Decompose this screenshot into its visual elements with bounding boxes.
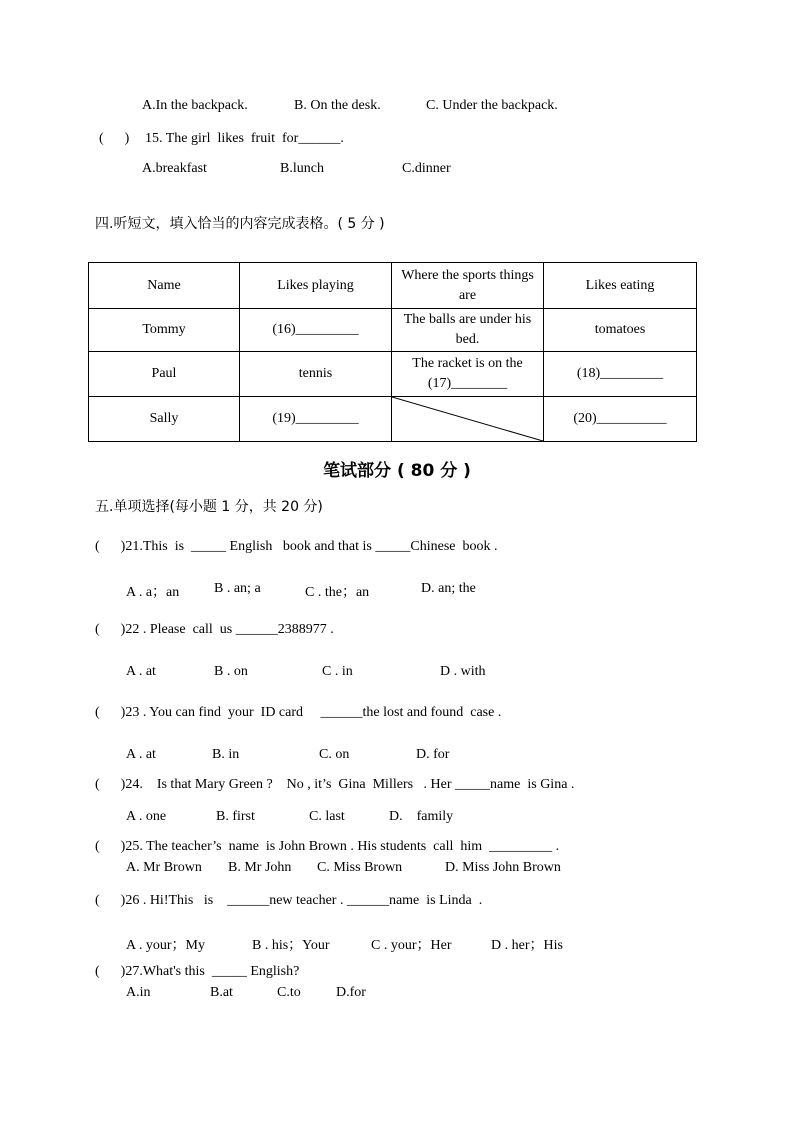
cell-paul-playing: tennis bbox=[240, 352, 392, 397]
q25-option-a: A. Mr Brown bbox=[126, 860, 202, 875]
q25-option-b: B. Mr John bbox=[228, 860, 292, 875]
diagonal-line bbox=[392, 397, 543, 441]
q15-paren: ( ) bbox=[99, 131, 130, 146]
q24-option-c: C. last bbox=[309, 809, 345, 824]
written-section-title: 笔试部分 ( 80 分 ) bbox=[323, 461, 471, 481]
q25-option-d: D. Miss John Brown bbox=[445, 860, 561, 875]
q27-option-d: D.for bbox=[336, 985, 366, 1000]
q22-option-b: B . on bbox=[214, 664, 248, 679]
cell-paul-name: Paul bbox=[89, 352, 240, 397]
cell-tommy-where: The balls are under his bed. bbox=[392, 309, 544, 352]
q15-option-c: C.dinner bbox=[402, 161, 451, 176]
q14-option-b: B. On the desk. bbox=[294, 98, 381, 113]
q21-option-c: C . the；an bbox=[305, 585, 370, 600]
q27-option-b: B.at bbox=[210, 985, 233, 1000]
q23-option-d: D. for bbox=[416, 747, 450, 762]
listening-table bbox=[88, 262, 697, 442]
q26-option-d: D . her；His bbox=[491, 938, 563, 953]
q22-option-d: D . with bbox=[440, 664, 486, 679]
blank-18[interactable]: (18)_________ bbox=[544, 352, 697, 397]
header-where-sports-things: Where the sports things are bbox=[392, 263, 544, 309]
q22-option-c: C . in bbox=[322, 664, 353, 679]
q21-text: ( )21.This is _____ English book and that is _____Chinese book . bbox=[95, 539, 498, 554]
q22-text: ( )22 . Please call us ______2388977 . bbox=[95, 622, 334, 637]
q25-option-c: C. Miss Brown bbox=[317, 860, 403, 875]
q24-option-b: B. first bbox=[216, 809, 255, 824]
q21-option-b: B . an; a bbox=[214, 581, 261, 596]
q24-option-a: A . one bbox=[126, 809, 167, 824]
q24-option-d: D. family bbox=[389, 809, 454, 824]
q27-text: ( )27.What's this _____ English? bbox=[95, 964, 300, 979]
cell-tommy-eating: tomatoes bbox=[544, 309, 697, 352]
header-likes-eating: Likes eating bbox=[544, 263, 697, 309]
q23-option-c: C. on bbox=[319, 747, 350, 762]
diagonal-cell bbox=[392, 397, 544, 442]
q23-option-b: B. in bbox=[212, 747, 240, 762]
q21-option-d: D. an; the bbox=[421, 581, 476, 596]
q15-text: 15. The girl likes fruit for______. bbox=[145, 131, 344, 146]
q26-text: ( )26 . Hi!This is ______new teacher . ______name is Linda . bbox=[95, 893, 483, 908]
q26-option-b: B . his；Your bbox=[252, 938, 330, 953]
cell-sally-name: Sally bbox=[89, 397, 240, 442]
blank-16[interactable]: (16)_________ bbox=[240, 309, 392, 352]
q15-option-a: A.breakfast bbox=[142, 161, 207, 176]
blank-19[interactable]: (19)_________ bbox=[240, 397, 392, 442]
q26-option-a: A . your；My bbox=[126, 938, 205, 953]
q27-option-c: C.to bbox=[277, 985, 301, 1000]
q23-text: ( )23 . You can find your ID card ______the lost and found case . bbox=[95, 705, 502, 720]
q26-option-c: C . your；Her bbox=[371, 938, 452, 953]
q22-option-a: A . at bbox=[126, 664, 156, 679]
cell-paul-where[interactable]: The racket is on the (17)________ bbox=[392, 352, 544, 397]
q25-text: ( )25. The teacher’s name is John Brown . His students call him _________ . bbox=[95, 839, 560, 854]
header-name: Name bbox=[89, 263, 240, 309]
header-likes-playing: Likes playing bbox=[240, 263, 392, 309]
q21-option-a: A . a；an bbox=[126, 585, 180, 600]
section4-heading: 四.听短文，填入恰当的内容完成表格。( 5 分 ) bbox=[95, 216, 385, 232]
q14-option-a: A.In the backpack. bbox=[142, 98, 248, 113]
section5-heading: 五.单项选择(每小题 1 分，共 20 分) bbox=[95, 499, 323, 515]
cell-tommy-name: Tommy bbox=[89, 309, 240, 352]
blank-20[interactable]: (20)__________ bbox=[544, 397, 697, 442]
q23-option-a: A . at bbox=[126, 747, 156, 762]
q24-text: ( )24. Is that Mary Green ? No , it’s Gina Millers . Her _____name is Gina . bbox=[95, 777, 575, 792]
q14-option-c: C. Under the backpack. bbox=[426, 98, 558, 113]
q15-option-b: B.lunch bbox=[280, 161, 324, 176]
q27-option-a: A.in bbox=[126, 985, 151, 1000]
